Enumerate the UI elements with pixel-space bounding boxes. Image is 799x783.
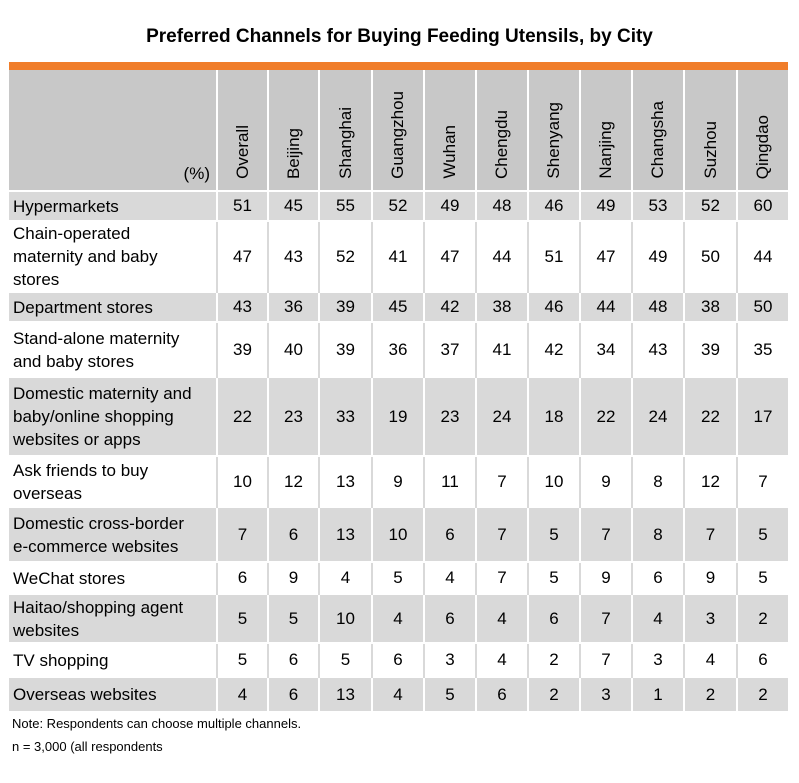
table-row xyxy=(9,221,788,292)
table-cell: 53 xyxy=(632,191,684,221)
table-cell: 7 xyxy=(684,507,737,562)
table-cell: 9 xyxy=(684,562,737,594)
table-cell: 5 xyxy=(319,643,372,677)
table-cell: 13 xyxy=(319,456,372,507)
table-cell: 44 xyxy=(476,221,528,292)
table-cell: 42 xyxy=(528,322,580,377)
column-header xyxy=(424,70,476,191)
table-cell: 5 xyxy=(268,594,319,643)
table-cell: 9 xyxy=(268,562,319,594)
table-cell: 8 xyxy=(632,507,684,562)
table-cell: 6 xyxy=(424,507,476,562)
table-cell: 39 xyxy=(684,322,737,377)
table-cell: 2 xyxy=(737,677,788,711)
table-row xyxy=(9,643,788,677)
table-cell: 47 xyxy=(424,221,476,292)
table-cell: 40 xyxy=(268,322,319,377)
column-header xyxy=(476,70,528,191)
table-row xyxy=(9,456,788,507)
table-cell: 5 xyxy=(528,507,580,562)
table-cell: 10 xyxy=(528,456,580,507)
table-cell: 49 xyxy=(424,191,476,221)
table-cell: 7 xyxy=(580,507,632,562)
table-cell: 9 xyxy=(580,456,632,507)
table-row xyxy=(9,507,788,562)
table-cell: 47 xyxy=(580,221,632,292)
table-cell: 48 xyxy=(476,191,528,221)
table-cell: 50 xyxy=(684,221,737,292)
table-cell: 5 xyxy=(528,562,580,594)
table-row xyxy=(9,562,788,594)
note-multiple-channels: Note: Respondents can choose multiple channels. xyxy=(12,716,302,731)
table-cell: 6 xyxy=(424,594,476,643)
table-row xyxy=(9,292,788,322)
table-cell: 4 xyxy=(217,677,268,711)
table-cell: 3 xyxy=(684,594,737,643)
table-cell: 3 xyxy=(632,643,684,677)
table-cell: 4 xyxy=(372,594,424,643)
table-cell: 6 xyxy=(528,594,580,643)
table-cell: 52 xyxy=(372,191,424,221)
table-cell: 24 xyxy=(476,377,528,456)
table-cell: 43 xyxy=(217,292,268,322)
table-cell: 5 xyxy=(737,507,788,562)
table-cell: 23 xyxy=(424,377,476,456)
table-cell: 3 xyxy=(424,643,476,677)
data-table xyxy=(9,70,788,711)
row-label: Hypermarkets xyxy=(9,191,217,221)
table-cell: 41 xyxy=(372,221,424,292)
table-cell: 5 xyxy=(737,562,788,594)
table-cell: 1 xyxy=(632,677,684,711)
table-cell: 22 xyxy=(684,377,737,456)
table-cell: 10 xyxy=(372,507,424,562)
column-header xyxy=(319,70,372,191)
table-cell: 3 xyxy=(580,677,632,711)
table-row xyxy=(9,322,788,377)
table-cell: 17 xyxy=(737,377,788,456)
table-cell: 51 xyxy=(528,221,580,292)
row-label: Ask friends to buy overseas xyxy=(9,456,217,507)
table-cell: 6 xyxy=(476,677,528,711)
table-cell: 19 xyxy=(372,377,424,456)
table-row xyxy=(9,191,788,221)
table-cell: 6 xyxy=(372,643,424,677)
table-cell: 4 xyxy=(632,594,684,643)
table-cell: 43 xyxy=(632,322,684,377)
table-cell: 34 xyxy=(580,322,632,377)
table-cell: 6 xyxy=(268,677,319,711)
table-cell: 9 xyxy=(372,456,424,507)
table-cell: 4 xyxy=(476,643,528,677)
column-header xyxy=(528,70,580,191)
table-cell: 47 xyxy=(217,221,268,292)
column-header-label: Guangzhou xyxy=(388,91,407,179)
table-cell: 43 xyxy=(268,221,319,292)
table-cell: 39 xyxy=(217,322,268,377)
table-cell: 5 xyxy=(217,643,268,677)
column-header-label: Qingdao xyxy=(753,114,772,179)
table-cell: 5 xyxy=(372,562,424,594)
column-header xyxy=(268,70,319,191)
header-row xyxy=(9,70,788,191)
table-cell: 22 xyxy=(580,377,632,456)
row-label: Stand-alone maternity and baby stores xyxy=(9,322,217,377)
title-accent-bar xyxy=(9,62,788,70)
column-header-label: Beijing xyxy=(283,127,303,179)
table-cell: 13 xyxy=(319,677,372,711)
table-cell: 45 xyxy=(268,191,319,221)
column-header xyxy=(737,70,788,191)
table-cell: 24 xyxy=(632,377,684,456)
column-header-label: Suzhou xyxy=(700,121,720,179)
table-cell: 36 xyxy=(268,292,319,322)
table-cell: 9 xyxy=(580,562,632,594)
table-cell: 45 xyxy=(372,292,424,322)
column-header xyxy=(217,70,268,191)
table-cell: 44 xyxy=(737,221,788,292)
table-cell: 2 xyxy=(528,643,580,677)
table-cell: 39 xyxy=(319,292,372,322)
table-cell: 6 xyxy=(737,643,788,677)
row-label: Chain-operated maternity and baby stores xyxy=(9,221,217,292)
table-cell: 42 xyxy=(424,292,476,322)
table-cell: 11 xyxy=(424,456,476,507)
table-cell: 36 xyxy=(372,322,424,377)
table-cell: 13 xyxy=(319,507,372,562)
table-cell: 18 xyxy=(528,377,580,456)
table-cell: 48 xyxy=(632,292,684,322)
table-cell: 22 xyxy=(217,377,268,456)
table-cell: 12 xyxy=(268,456,319,507)
table-cell: 7 xyxy=(476,507,528,562)
row-label: WeChat stores xyxy=(9,562,217,594)
table-cell: 41 xyxy=(476,322,528,377)
table-cell: 10 xyxy=(319,594,372,643)
column-header-label: Shanghai xyxy=(335,107,355,179)
column-header xyxy=(372,70,424,191)
table-cell: 7 xyxy=(737,456,788,507)
table-cell: 6 xyxy=(268,643,319,677)
table-cell: 4 xyxy=(476,594,528,643)
table-cell: 38 xyxy=(684,292,737,322)
table-cell: 38 xyxy=(476,292,528,322)
table-cell: 49 xyxy=(580,191,632,221)
row-label: Department stores xyxy=(9,292,217,322)
row-label: Haitao/shopping agent websites xyxy=(9,594,217,643)
table-cell: 51 xyxy=(217,191,268,221)
table-cell: 46 xyxy=(528,191,580,221)
table-cell: 49 xyxy=(632,221,684,292)
table-cell: 12 xyxy=(684,456,737,507)
column-header-label: Changsha xyxy=(648,101,667,179)
table-cell: 4 xyxy=(319,562,372,594)
column-header xyxy=(684,70,737,191)
table-cell: 7 xyxy=(580,594,632,643)
column-header xyxy=(580,70,632,191)
table-row xyxy=(9,594,788,643)
table-cell: 4 xyxy=(372,677,424,711)
table-cell: 6 xyxy=(268,507,319,562)
table-cell: 35 xyxy=(737,322,788,377)
table-cell: 52 xyxy=(684,191,737,221)
table-cell: 46 xyxy=(528,292,580,322)
unit-label: (%) xyxy=(9,70,217,191)
chart-title: Preferred Channels for Buying Feeding Utensils, by City xyxy=(146,26,653,47)
table-cell: 10 xyxy=(217,456,268,507)
table-cell: 50 xyxy=(737,292,788,322)
table-cell: 5 xyxy=(424,677,476,711)
table-cell: 44 xyxy=(580,292,632,322)
table-cell: 7 xyxy=(476,456,528,507)
table-cell: 8 xyxy=(632,456,684,507)
table-cell: 39 xyxy=(319,322,372,377)
table-cell: 7 xyxy=(476,562,528,594)
table-row xyxy=(9,677,788,711)
row-label: Overseas websites xyxy=(9,677,217,711)
column-header-label: Shenyang xyxy=(544,102,563,179)
table-cell: 33 xyxy=(319,377,372,456)
column-header-label: Nanjing xyxy=(596,121,615,179)
column-header xyxy=(632,70,684,191)
table-cell: 23 xyxy=(268,377,319,456)
table-cell: 52 xyxy=(319,221,372,292)
table-cell: 2 xyxy=(528,677,580,711)
note-sample-size: n = 3,000 (all respondents xyxy=(12,739,163,754)
table-cell: 60 xyxy=(737,191,788,221)
table-cell: 4 xyxy=(684,643,737,677)
table-cell: 55 xyxy=(319,191,372,221)
column-header-label: Overall xyxy=(232,125,252,179)
table-cell: 6 xyxy=(632,562,684,594)
table-cell: 37 xyxy=(424,322,476,377)
table-cell: 6 xyxy=(217,562,268,594)
table-cell: 5 xyxy=(217,594,268,643)
table-cell: 2 xyxy=(737,594,788,643)
table-body xyxy=(9,191,788,711)
row-label: TV shopping xyxy=(9,643,217,677)
row-label: Domestic maternity and baby/online shopping websites or apps xyxy=(9,377,217,456)
table-row xyxy=(9,377,788,456)
table-cell: 7 xyxy=(217,507,268,562)
column-header-label: Wuhan xyxy=(440,125,459,179)
row-label: Domestic cross-border e-commerce websites xyxy=(9,507,217,562)
table-cell: 7 xyxy=(580,643,632,677)
table-cell: 2 xyxy=(684,677,737,711)
column-header-label: Chengdu xyxy=(492,109,511,179)
table-cell: 4 xyxy=(424,562,476,594)
